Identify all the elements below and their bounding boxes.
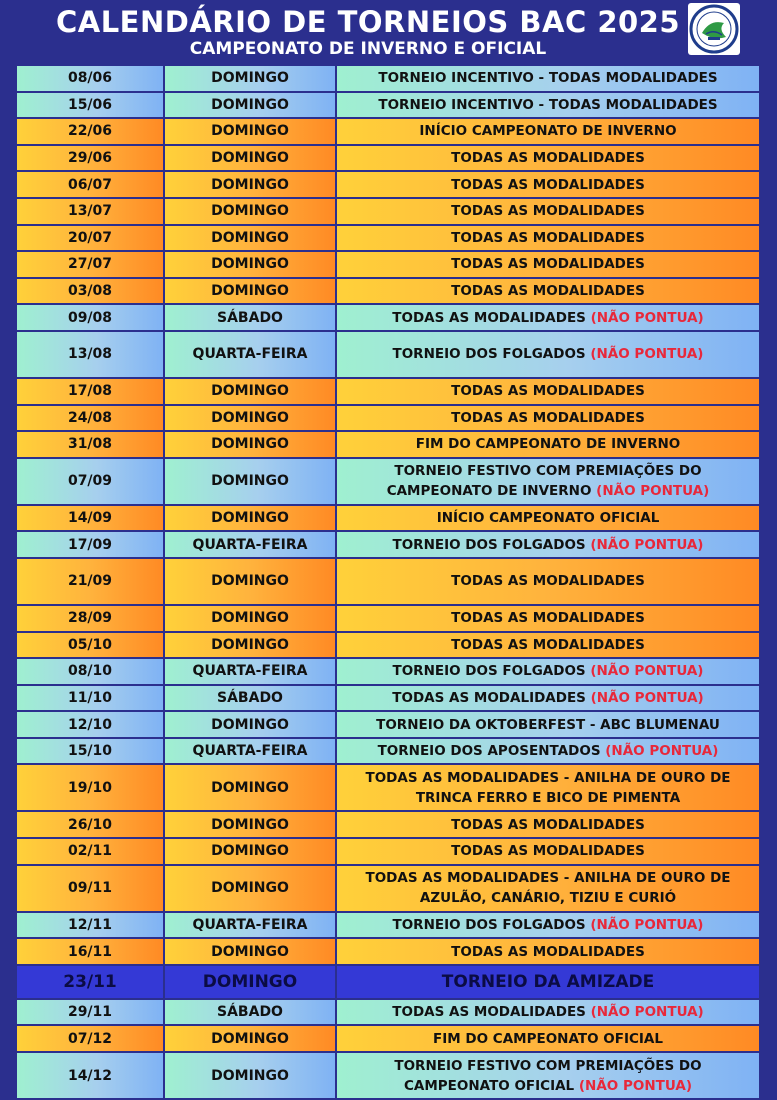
event-text: TODAS AS MODALIDADES	[451, 573, 645, 590]
calendar-row	[16, 331, 760, 378]
event-text: TODAS AS MODALIDADES	[451, 150, 645, 167]
row-weekday: DOMINGO	[164, 378, 336, 405]
row-event	[336, 711, 760, 738]
row-date: 09/11	[16, 865, 164, 912]
row-weekday: DOMINGO	[164, 251, 336, 278]
row-date: 16/11	[16, 938, 164, 965]
row-date: 03/08	[16, 278, 164, 305]
event-text: TODAS AS MODALIDADES	[451, 256, 645, 273]
row-date: 17/08	[16, 378, 164, 405]
row-event	[336, 225, 760, 252]
row-event	[336, 965, 760, 999]
calendar-row	[16, 912, 760, 939]
club-logo	[688, 3, 740, 55]
event-text: TODAS AS MODALIDADES	[451, 283, 645, 300]
row-event	[336, 912, 760, 939]
nao-pontua-note: (NÃO PONTUA)	[578, 1077, 692, 1094]
row-event	[336, 458, 760, 505]
row-event	[336, 685, 760, 712]
event-text: TORNEIO INCENTIVO - TODAS MODALIDADES	[378, 70, 718, 87]
row-date: 29/06	[16, 145, 164, 172]
row-weekday: DOMINGO	[164, 145, 336, 172]
row-date: 02/11	[16, 838, 164, 865]
row-date: 20/07	[16, 225, 164, 252]
row-weekday: DOMINGO	[164, 278, 336, 305]
calendar-row	[16, 838, 760, 865]
row-weekday: DOMINGO	[164, 764, 336, 811]
row-event	[336, 1052, 760, 1099]
row-date: 17/09	[16, 531, 164, 558]
event-text: INÍCIO CAMPEONATO DE INVERNO	[419, 123, 677, 140]
row-date: 08/10	[16, 658, 164, 685]
row-date: 29/11	[16, 999, 164, 1026]
row-weekday: DOMINGO	[164, 92, 336, 119]
row-event	[336, 65, 760, 92]
row-weekday: DOMINGO	[164, 632, 336, 659]
row-event	[336, 378, 760, 405]
row-weekday: QUARTA-FEIRA	[164, 738, 336, 765]
event-text: TODAS AS MODALIDADES	[451, 383, 645, 400]
event-text: TORNEIO DA OKTOBERFEST - ABC BLUMENAU	[376, 716, 720, 733]
calendar-row	[16, 711, 760, 738]
calendar-row	[16, 378, 760, 405]
event-text: TODAS AS MODALIDADES	[451, 843, 645, 860]
event-text: INÍCIO CAMPEONATO OFICIAL	[436, 510, 660, 527]
row-date: 13/07	[16, 198, 164, 225]
row-weekday: DOMINGO	[164, 605, 336, 632]
row-weekday: DOMINGO	[164, 65, 336, 92]
calendar-row	[16, 458, 760, 505]
event-text: TODAS AS MODALIDADES	[451, 203, 645, 220]
event-text: TORNEIO DOS FOLGADOS	[392, 536, 591, 553]
calendar-row	[16, 938, 760, 965]
row-date: 11/10	[16, 685, 164, 712]
nao-pontua-note: (NÃO PONTUA)	[590, 346, 704, 363]
row-weekday: DOMINGO	[164, 865, 336, 912]
row-date: 13/08	[16, 331, 164, 378]
nao-pontua-note: (NÃO PONTUA)	[590, 663, 704, 680]
calendar-row	[16, 145, 760, 172]
row-event	[336, 605, 760, 632]
calendar-row	[16, 558, 760, 605]
row-weekday: DOMINGO	[164, 811, 336, 838]
row-date: 05/10	[16, 632, 164, 659]
nao-pontua-note: (NÃO PONTUA)	[590, 1004, 704, 1021]
row-event	[336, 938, 760, 965]
row-date: 08/06	[16, 65, 164, 92]
row-date: 31/08	[16, 431, 164, 458]
row-event	[336, 865, 760, 912]
row-event	[336, 531, 760, 558]
event-text: TORNEIO DOS FOLGADOS	[392, 916, 591, 933]
row-date: 14/12	[16, 1052, 164, 1099]
calendar-row	[16, 225, 760, 252]
nao-pontua-note: (NÃO PONTUA)	[596, 483, 710, 500]
calendar-row	[16, 1025, 760, 1052]
page-header	[0, 0, 777, 62]
calendar-row	[16, 278, 760, 305]
row-date: 28/09	[16, 605, 164, 632]
event-text: TODAS AS MODALIDADES - ANILHA DE OURO DE TRINCA FERRO E BICO DE PIMENTA	[365, 769, 731, 806]
calendar-row	[16, 1052, 760, 1099]
row-event	[336, 92, 760, 119]
event-text: FIM DO CAMPEONATO DE INVERNO	[415, 436, 681, 453]
calendar-row	[16, 811, 760, 838]
event-text: TODAS AS MODALIDADES - ANILHA DE OURO DE AZULÃO, CANÁRIO, TIZIU E CURIÓ	[365, 870, 731, 907]
row-weekday: DOMINGO	[164, 838, 336, 865]
row-event	[336, 278, 760, 305]
row-event	[336, 304, 760, 331]
row-event	[336, 171, 760, 198]
row-event	[336, 999, 760, 1026]
row-date: 14/09	[16, 505, 164, 532]
calendar-row	[16, 171, 760, 198]
event-text: TORNEIO FESTIVO COM PREMIAÇÕES DO CAMPEONATO DE INVERNO	[386, 463, 702, 500]
row-date: 24/08	[16, 405, 164, 432]
row-weekday: DOMINGO	[164, 711, 336, 738]
row-date: 26/10	[16, 811, 164, 838]
calendar-row	[16, 431, 760, 458]
row-weekday: DOMINGO	[164, 225, 336, 252]
row-date: 27/07	[16, 251, 164, 278]
event-text: TODAS AS MODALIDADES	[451, 229, 645, 246]
nao-pontua-note: (NÃO PONTUA)	[590, 309, 704, 326]
row-event	[336, 764, 760, 811]
event-text: TODAS AS MODALIDADES	[392, 1004, 591, 1021]
row-date: 07/12	[16, 1025, 164, 1052]
calendar-row	[16, 999, 760, 1026]
row-weekday: DOMINGO	[164, 938, 336, 965]
row-event	[336, 198, 760, 225]
page-title: CALENDÁRIO DE TORNEIOS BAC 2025	[55, 5, 681, 39]
calendar-row	[16, 92, 760, 119]
calendar-row	[16, 685, 760, 712]
row-date: 12/11	[16, 912, 164, 939]
row-date: 15/06	[16, 92, 164, 119]
row-date: 22/06	[16, 118, 164, 145]
row-weekday: DOMINGO	[164, 405, 336, 432]
row-event	[336, 145, 760, 172]
event-text: TORNEIO FESTIVO COM PREMIAÇÕES DO CAMPEONATO OFICIAL	[394, 1057, 702, 1094]
calendar-row	[16, 531, 760, 558]
row-weekday: QUARTA-FEIRA	[164, 658, 336, 685]
event-text: TODAS AS MODALIDADES	[451, 409, 645, 426]
row-event	[336, 331, 760, 378]
row-event	[336, 838, 760, 865]
event-text: TODAS AS MODALIDADES	[451, 176, 645, 193]
row-weekday: DOMINGO	[164, 505, 336, 532]
calendar-row	[16, 658, 760, 685]
row-weekday: DOMINGO	[164, 965, 336, 999]
row-date: 19/10	[16, 764, 164, 811]
row-weekday: DOMINGO	[164, 198, 336, 225]
calendar-row	[16, 304, 760, 331]
event-text: TORNEIO DOS APOSENTADOS	[377, 743, 606, 760]
row-event	[336, 658, 760, 685]
event-text: TODAS AS MODALIDADES	[392, 309, 591, 326]
row-weekday: DOMINGO	[164, 431, 336, 458]
nao-pontua-note: (NÃO PONTUA)	[590, 689, 704, 706]
event-text: FIM DO CAMPEONATO OFICIAL	[433, 1030, 663, 1047]
calendar-row	[16, 764, 760, 811]
event-text: TODAS AS MODALIDADES	[451, 816, 645, 833]
nao-pontua-note: (NÃO PONTUA)	[605, 743, 719, 760]
calendar-row	[16, 965, 760, 999]
calendar-row	[16, 505, 760, 532]
event-text: TORNEIO DA AMIZADE	[441, 971, 655, 992]
calendar-row	[16, 198, 760, 225]
nao-pontua-note: (NÃO PONTUA)	[590, 916, 704, 933]
row-date: 07/09	[16, 458, 164, 505]
row-weekday: QUARTA-FEIRA	[164, 912, 336, 939]
row-date: 23/11	[16, 965, 164, 999]
row-weekday: QUARTA-FEIRA	[164, 531, 336, 558]
row-date: 09/08	[16, 304, 164, 331]
event-text: TODAS AS MODALIDADES	[451, 636, 645, 653]
row-event	[336, 118, 760, 145]
row-event	[336, 738, 760, 765]
calendar-row	[16, 405, 760, 432]
row-date: 06/07	[16, 171, 164, 198]
row-weekday: DOMINGO	[164, 171, 336, 198]
row-weekday: DOMINGO	[164, 1052, 336, 1099]
row-weekday: DOMINGO	[164, 558, 336, 605]
row-event	[336, 1025, 760, 1052]
row-event	[336, 505, 760, 532]
row-event	[336, 632, 760, 659]
page-subtitle: CAMPEONATO DE INVERNO E OFICIAL	[189, 39, 547, 59]
event-text: TORNEIO DOS FOLGADOS	[392, 663, 591, 680]
row-date: 21/09	[16, 558, 164, 605]
row-date: 12/10	[16, 711, 164, 738]
calendar-row	[16, 605, 760, 632]
nao-pontua-note: (NÃO PONTUA)	[590, 536, 704, 553]
event-text: TORNEIO INCENTIVO - TODAS MODALIDADES	[378, 96, 718, 113]
event-text: TODAS AS MODALIDADES	[451, 943, 645, 960]
calendar-row	[16, 65, 760, 92]
row-weekday: DOMINGO	[164, 118, 336, 145]
row-event	[336, 558, 760, 605]
calendar-row	[16, 865, 760, 912]
event-text: TODAS AS MODALIDADES	[392, 689, 591, 706]
calendar-row	[16, 738, 760, 765]
row-event	[336, 405, 760, 432]
row-weekday: DOMINGO	[164, 1025, 336, 1052]
row-weekday: DOMINGO	[164, 458, 336, 505]
row-event	[336, 431, 760, 458]
calendar-table	[16, 65, 760, 1099]
calendar-row	[16, 118, 760, 145]
calendar-row	[16, 632, 760, 659]
row-weekday: SÁBADO	[164, 999, 336, 1026]
event-text: TORNEIO DOS FOLGADOS	[392, 346, 591, 363]
row-weekday: SÁBADO	[164, 685, 336, 712]
row-weekday: SÁBADO	[164, 304, 336, 331]
row-event	[336, 251, 760, 278]
calendar-row	[16, 251, 760, 278]
event-text: TODAS AS MODALIDADES	[451, 610, 645, 627]
row-event	[336, 811, 760, 838]
row-weekday: QUARTA-FEIRA	[164, 331, 336, 378]
row-date: 15/10	[16, 738, 164, 765]
